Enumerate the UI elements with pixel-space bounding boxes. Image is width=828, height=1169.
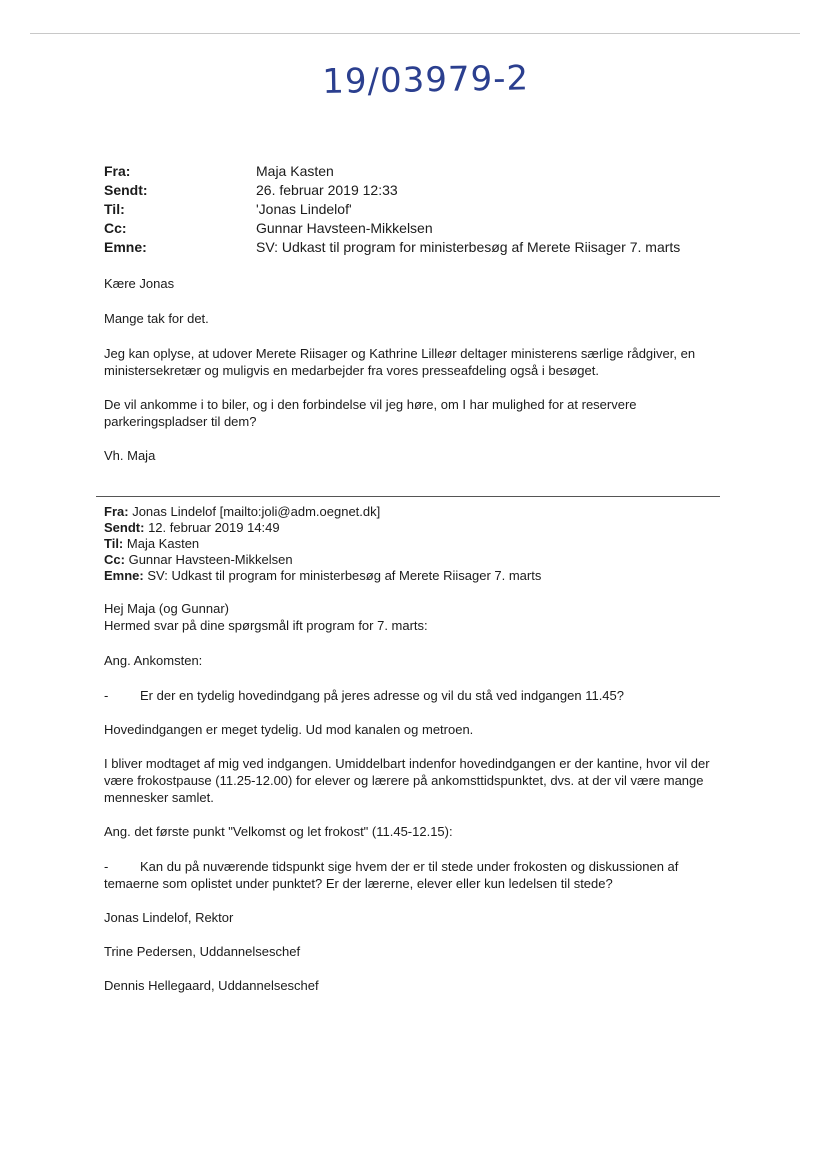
fwd-person-1: Jonas Lindelof, Rektor (104, 910, 234, 925)
reply-greeting: Kære Jonas (104, 276, 175, 291)
header-label: Sendt: (104, 182, 148, 198)
email-header (104, 162, 680, 257)
reply-paragraph-2: De vil ankomme i to biler, og i den forbindelse vil jeg høre, om I har mulighed for at reservere parkeringspladser til dem? (104, 397, 637, 429)
fwd-person-3: Dennis Hellegaard, Uddannelseschef (104, 978, 319, 993)
fwd-to-value: Maja Kasten (126, 536, 200, 551)
fwd-section-arrival: Ang. Ankomsten: (104, 653, 203, 668)
fwd-answer-1: Hovedindgangen er meget tydelig. Ud mod kanalen og metroen. (104, 722, 474, 737)
fwd-to-row (104, 536, 541, 552)
reply-signoff: Vh. Maja (104, 448, 156, 463)
fwd-person-2: Trine Pedersen, Uddannelseschef (104, 944, 301, 959)
header-label: Emne: (104, 239, 147, 255)
header-subject-row (104, 238, 680, 257)
header-value: Maja Kasten (256, 163, 334, 179)
fwd-label: Fra: (104, 504, 129, 519)
reply-paragraph-1: Jeg kan oplyse, at udover Merete Riisager og Kathrine Lilleør deltager ministerens særlige rådgiver, en ministersekretær og muligvis en medarbejder fra vores presseafdeling også i besøget. (104, 346, 696, 378)
forwarded-header (104, 504, 541, 584)
header-to-row (104, 200, 680, 219)
header-label: Cc: (104, 220, 127, 236)
header-value: SV: Udkast til program for ministerbesøg af Merete Riisager 7. marts (256, 239, 681, 255)
fwd-intro: Hermed svar på dine spørgsmål ift program for 7. marts: (104, 618, 428, 633)
question-text: Er der en tydelig hovedindgang på jeres adresse og vil du stå ved indgangen 11.45? (140, 688, 624, 703)
bullet-dash: - (104, 688, 109, 703)
bullet-dash: - (104, 859, 109, 874)
fwd-label: Sendt: (104, 520, 145, 535)
fwd-answer-2: I bliver modtaget af mig ved indgangen. Umiddelbart indenfor hovedindgangen er der kantine, hvor vil der være frokostpause (11.25-12.00) for elever og lærere på ankomsttidspunktet, dvs. at der vil være mange mennesker samlet. (104, 756, 710, 805)
fwd-cc-row (104, 552, 541, 568)
fwd-sent-row (104, 520, 541, 536)
question-text: Kan du på nuværende tidspunkt sige hvem der er til stede under frokosten og diskussionen af temaerne som oplistet under punktet? Er der lærerne, elever eller kun ledelsen til stede? (104, 859, 679, 891)
header-value: 26. februar 2019 12:33 (256, 182, 398, 198)
header-value: 'Jonas Lindelof' (256, 201, 352, 217)
fwd-question-2 (104, 858, 704, 892)
fwd-subject-row (104, 568, 541, 584)
header-sent-row (104, 181, 680, 200)
fwd-label: Cc: (104, 552, 125, 567)
fwd-subject-value: SV: Udkast til program for ministerbesøg af Merete Riisager 7. marts (147, 568, 542, 583)
fwd-from-value: Jonas Lindelof [mailto:joli@adm.oegnet.dk] (132, 504, 381, 519)
fwd-label: Emne: (104, 568, 144, 583)
scan-edge-line (30, 33, 800, 34)
header-label: Til: (104, 201, 125, 217)
header-from-row (104, 162, 680, 181)
fwd-section-welcome: Ang. det første punkt "Velkomst og let frokost" (11.45-12.15): (104, 824, 453, 839)
reply-thanks: Mange tak for det. (104, 311, 209, 326)
fwd-cc-value: Gunnar Havsteen-Mikkelsen (128, 552, 293, 567)
handwritten-case-number: 19/03979-2 (322, 58, 530, 102)
fwd-label: Til: (104, 536, 124, 551)
fwd-question-1 (104, 687, 704, 704)
header-value: Gunnar Havsteen-Mikkelsen (256, 220, 433, 236)
fwd-greeting: Hej Maja (og Gunnar) (104, 601, 229, 616)
header-label: Fra: (104, 163, 131, 179)
header-cc-row (104, 219, 680, 238)
fwd-from-row (104, 504, 541, 520)
fwd-sent-value: 12. februar 2019 14:49 (148, 520, 280, 535)
forward-divider (96, 496, 720, 497)
